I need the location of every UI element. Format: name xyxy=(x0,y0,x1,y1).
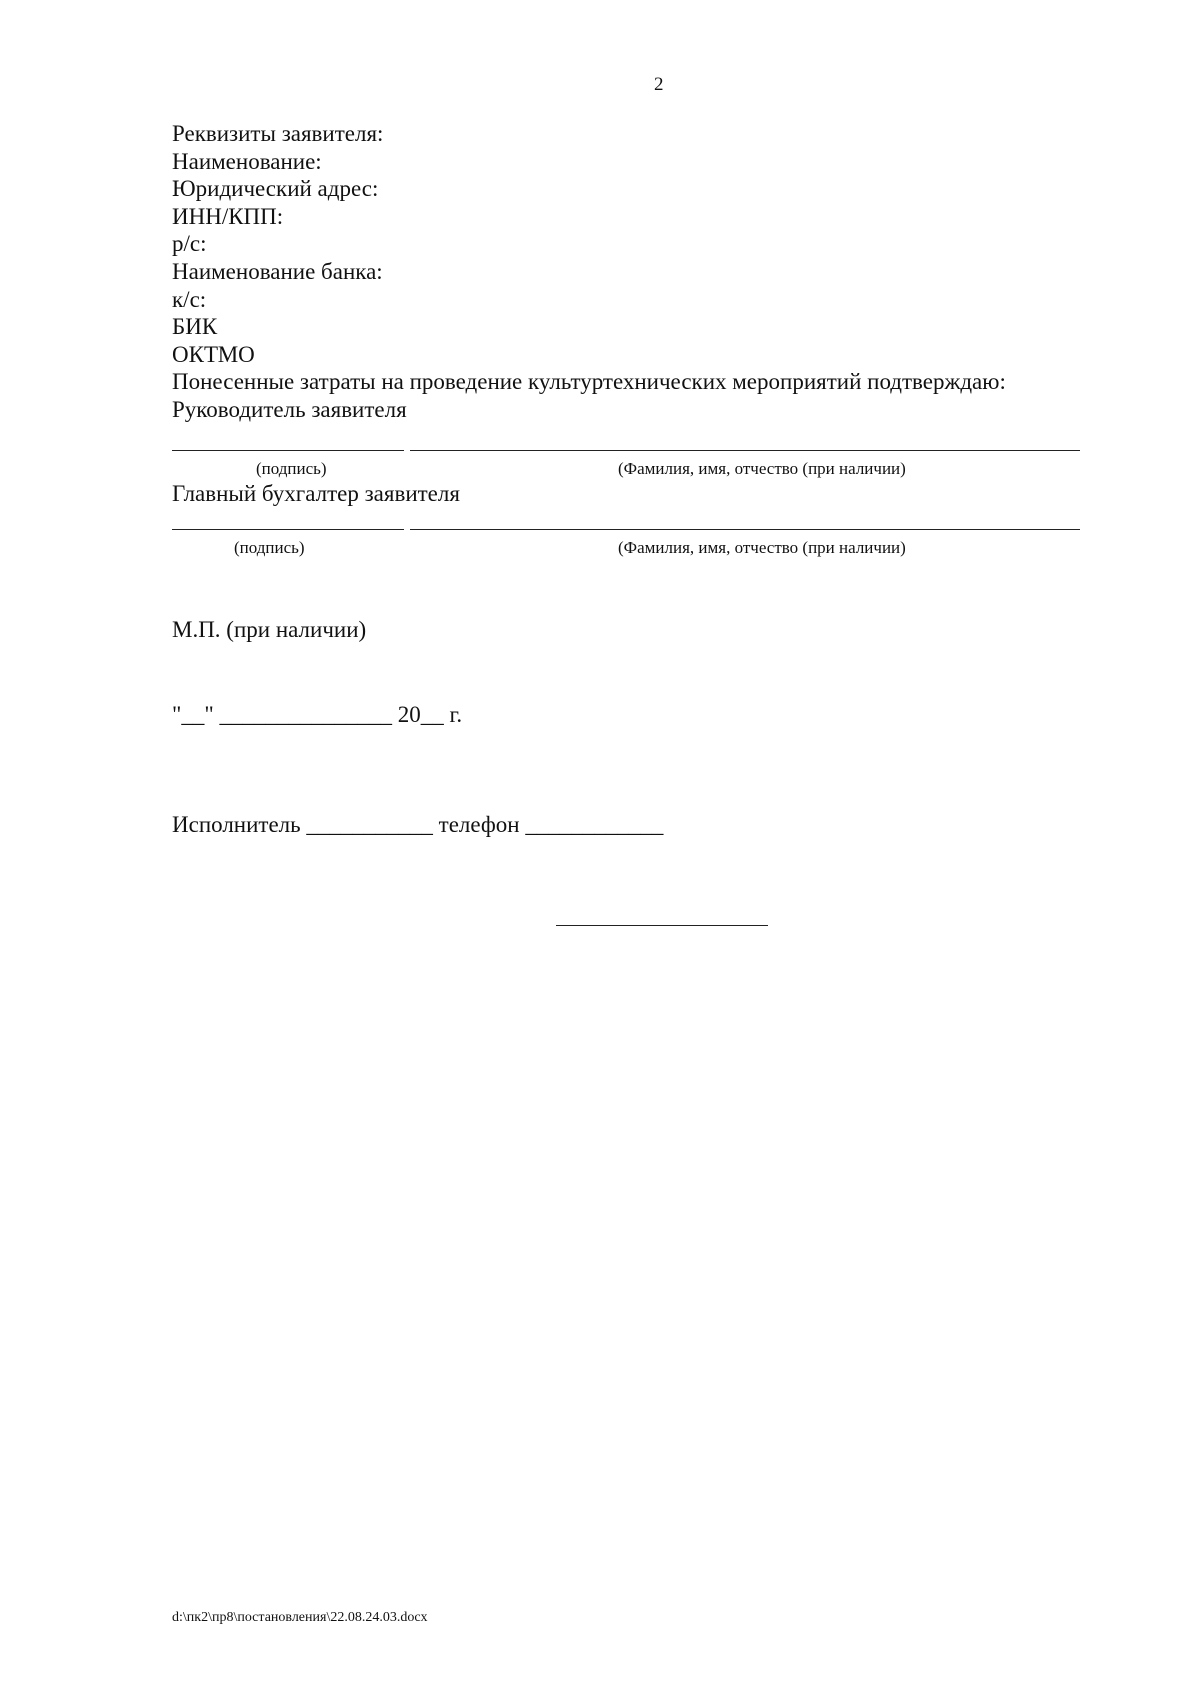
accountant-name-caption: (Фамилия, имя, отчество (при наличии) xyxy=(618,538,906,557)
head-name-rule xyxy=(410,450,1080,451)
chief-accountant-label: Главный бухгалтер заявителя xyxy=(172,481,460,506)
closing-rule xyxy=(556,925,768,926)
requisite-oktmo-line: ОКТМО xyxy=(172,341,255,367)
page-number: 2 xyxy=(654,74,664,95)
requisite-name-line: Наименование: xyxy=(172,148,322,174)
stamp-label: М.П. (при наличии) xyxy=(172,617,367,642)
accountant-signature-caption: (подпись) xyxy=(234,538,305,557)
requisite-inn-kpp-line: ИНН/КПП: xyxy=(172,203,284,229)
requisite-corr-account-line: к/с: xyxy=(172,286,207,312)
requisites-heading: Реквизиты заявителя: xyxy=(172,121,384,146)
accountant-name-rule xyxy=(410,529,1080,530)
executor-line: Исполнитель ___________ телефон ____________ xyxy=(172,812,664,837)
head-name-caption: (Фамилия, имя, отчество (при наличии) xyxy=(618,459,906,478)
head-signature-rule xyxy=(172,450,404,451)
head-of-applicant-label: Руководитель заявителя xyxy=(172,396,407,422)
requisites-list xyxy=(172,120,1006,424)
requisite-legal-address-line: Юридический адрес: xyxy=(172,176,379,202)
accountant-signature-rule xyxy=(172,529,404,530)
requisite-bik-line: БИК xyxy=(172,314,218,340)
requisite-account-line: р/с: xyxy=(172,231,207,257)
head-signature-caption: (подпись) xyxy=(256,459,327,478)
requisite-bank-name-line: Наименование банка: xyxy=(172,258,383,284)
date-line: "__" _______________ 20__ г. xyxy=(172,702,463,727)
footer-file-path: d:\пк2\пр8\постановления\22.08.24.03.docx xyxy=(172,1610,428,1625)
costs-confirmation-line: Понесенные затраты на проведение культуртехнических мероприятий подтверждаю: xyxy=(172,369,1006,395)
